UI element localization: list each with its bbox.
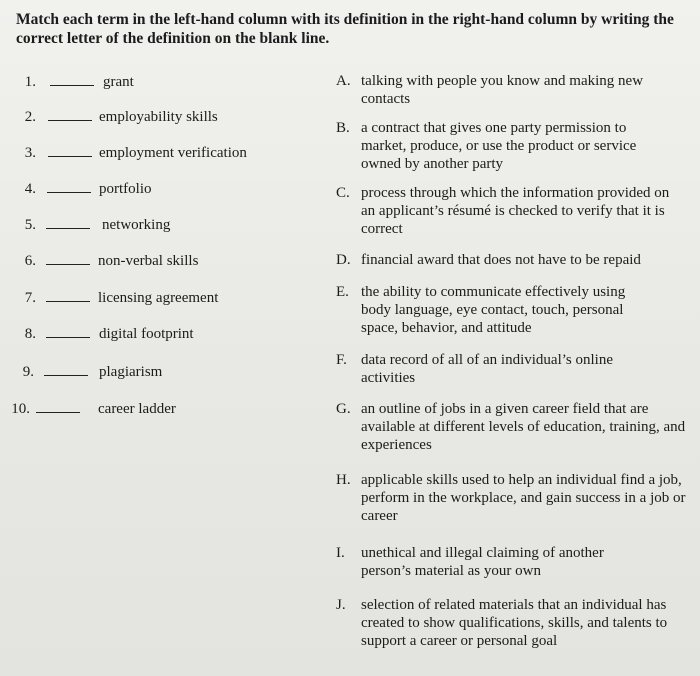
definition-letter: F.: [336, 352, 347, 368]
term-text: non-verbal skills: [98, 253, 199, 269]
definition-text: an outline of jobs in a given career field that are available at different levels of education, training, and experiences: [361, 401, 686, 453]
term-text: portfolio: [99, 181, 152, 197]
definition-text: a contract that gives one party permission to market, produce, or use the product or service owned by another party: [361, 120, 637, 172]
definition-text: unethical and illegal claiming of another person’s material as your own: [361, 545, 604, 579]
definition-item: [336, 283, 656, 337]
answer-blank[interactable]: [48, 120, 92, 121]
term-number: 2.: [24, 109, 36, 125]
answer-blank[interactable]: [46, 301, 90, 302]
definition-item: [336, 544, 651, 580]
answer-blank[interactable]: [50, 85, 94, 86]
term-text: employment verification: [99, 145, 247, 161]
definition-text: financial award that does not have to be repaid: [361, 252, 641, 268]
definition-text: data record of all of an individual’s online activities: [361, 352, 614, 386]
term-number: 3.: [24, 145, 36, 161]
answer-blank[interactable]: [44, 375, 88, 376]
term-text: grant: [103, 74, 134, 90]
term-number: 8.: [24, 326, 36, 342]
definition-item: [336, 251, 681, 269]
instructions-heading: Match each term in the left-hand column with its definition in the right-hand column by writing the correct letter of the definition on the blank line.: [16, 11, 674, 47]
answer-blank[interactable]: [46, 337, 90, 338]
definition-letter: H.: [336, 472, 351, 488]
term-text: career ladder: [98, 401, 176, 417]
definition-text: selection of related materials that an individual has created to show qualifications, skills, and talents to support a career or personal goal: [361, 597, 668, 649]
term-number: 9.: [22, 364, 34, 380]
definition-text: the ability to communicate effectively using body language, eye contact, touch, personal space, behavior, and attitude: [361, 284, 626, 336]
definition-letter: E.: [336, 284, 349, 300]
definition-letter: J.: [336, 597, 346, 613]
term-text: networking: [102, 217, 171, 233]
definition-text: talking with people you know and making new contacts: [361, 73, 644, 107]
term-number: 10.: [11, 401, 30, 417]
term-number: 4.: [24, 181, 36, 197]
definition-item: [336, 596, 686, 650]
answer-blank[interactable]: [46, 264, 90, 265]
definition-item: [336, 184, 681, 238]
answer-blank[interactable]: [47, 192, 91, 193]
term-number: 1.: [24, 74, 36, 90]
definition-item: [336, 471, 686, 525]
definition-item: [336, 72, 671, 108]
term-text: plagiarism: [99, 364, 163, 380]
definition-item: [336, 400, 686, 454]
term-text: employability skills: [99, 109, 218, 125]
definition-letter: D.: [336, 252, 351, 268]
definition-letter: A.: [336, 73, 351, 89]
term-text: digital footprint: [99, 326, 194, 342]
definition-letter: I.: [336, 545, 345, 561]
answer-blank[interactable]: [48, 156, 92, 157]
answer-blank[interactable]: [36, 412, 80, 413]
definition-text: applicable skills used to help an individual find a job, perform in the workplace, and gain success in a job or career: [361, 472, 686, 524]
answer-blank[interactable]: [46, 228, 90, 229]
definition-letter: G.: [336, 401, 351, 417]
definition-item: [336, 119, 671, 173]
definition-text: process through which the information provided on an applicant’s résumé is checked to verify that it is correct: [361, 185, 670, 237]
term-text: licensing agreement: [98, 290, 219, 306]
definition-letter: C.: [336, 185, 350, 201]
definition-item: [336, 351, 656, 387]
term-number: 5.: [24, 217, 36, 233]
definition-letter: B.: [336, 120, 350, 136]
term-number: 6.: [24, 253, 36, 269]
term-number: 7.: [24, 290, 36, 306]
